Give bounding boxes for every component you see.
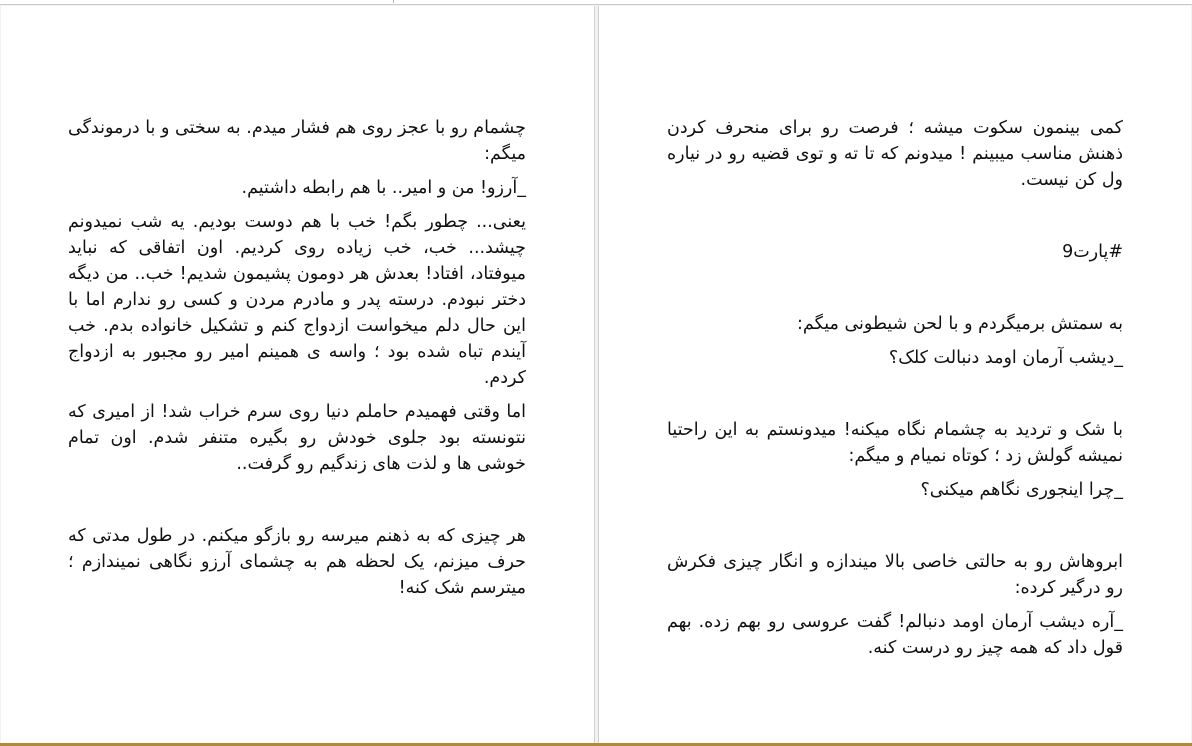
paragraph: هر چیزی که به ذهنم میرسه رو بازگو میکنم. در طول مدتی که حرف میزنم، یک لحظه هم به چشمای آرزو نگاهی نمیندازم ؛ میترسم شک کنه!: [68, 526, 526, 598]
top-toolbar-strip: [0, 0, 1192, 5]
part-heading: #پارت9: [1062, 242, 1123, 262]
paragraph: کمی بینمون سکوت میشه ؛ فرصت رو برای منحرف کردن ذهنش مناسب میبینم ! میدونم که تا ته و توی قضیه رو در نیاره ول کن نیست.: [667, 118, 1123, 190]
paragraph: یعنی... چطور بگم! خب با هم دوست بودیم. یه شب نمیدونم چیشد... خب، خب زیاده روی کردیم. اون اتفاقی که نباید میوفتاد، افتاد! بعدش هر دومون پشیمون شدیم! خب.. من دیگه دختر نبودم. درسته پدر و مادرم مردن و کسی رو ندارم اما با این حال دلم میخواست ازدواج کنم و تشکیل خانواده بدم. خب آیندم تباه شده بود ؛ واسه ی همینم امیر رو مجبور به ازدواج کردم.: [68, 212, 526, 388]
dialogue-line: _آرزو! من و امیر.. با هم رابطه داشتیم.: [241, 178, 526, 198]
left-page-text: [68, 115, 526, 601]
dialogue-line: _آره دیشب آرمان اومد دنبالم! گفت عروسی رو بهم زده. بهم قول داد که همه چیز رو درست کنه.: [667, 612, 1123, 658]
paragraph: به سمتش برمیگردم و با لحن شیطونی میگم:: [797, 314, 1123, 334]
paragraph: با شک و تردید به چشمام نگاه میکنه! میدونستم به این راحتیا نمیشه گولش زد ؛ کوتاه نمیام و میگم:: [667, 420, 1123, 466]
paragraph: ابروهاش رو به حالتی خاصی بالا میندازه و انگار چیزی فکرش رو درگیر کرده:: [667, 552, 1123, 598]
right-page-text: [667, 115, 1123, 661]
left-page: [1, 6, 595, 743]
dialogue-line: _چرا اینجوری نگاهم میکنی؟: [920, 480, 1123, 500]
dialogue-line: _دیشب آرمان اومد دنبالت کلک؟: [888, 348, 1123, 368]
paragraph: چشمام رو با عجز روی هم فشار میدم. به سختی و با درموندگی میگم:: [68, 118, 526, 164]
paragraph: اما وقتی فهمیدم حاملم دنیا روی سرم خراب شد! از امیری که نتونسته بود جلوی خودش رو بگیره متنفر شدم. اون تمام خوشی ها و لذت های زندگیم رو گرفت..: [68, 402, 526, 474]
right-page: [598, 6, 1191, 743]
toolbar-segment: [0, 0, 394, 3]
